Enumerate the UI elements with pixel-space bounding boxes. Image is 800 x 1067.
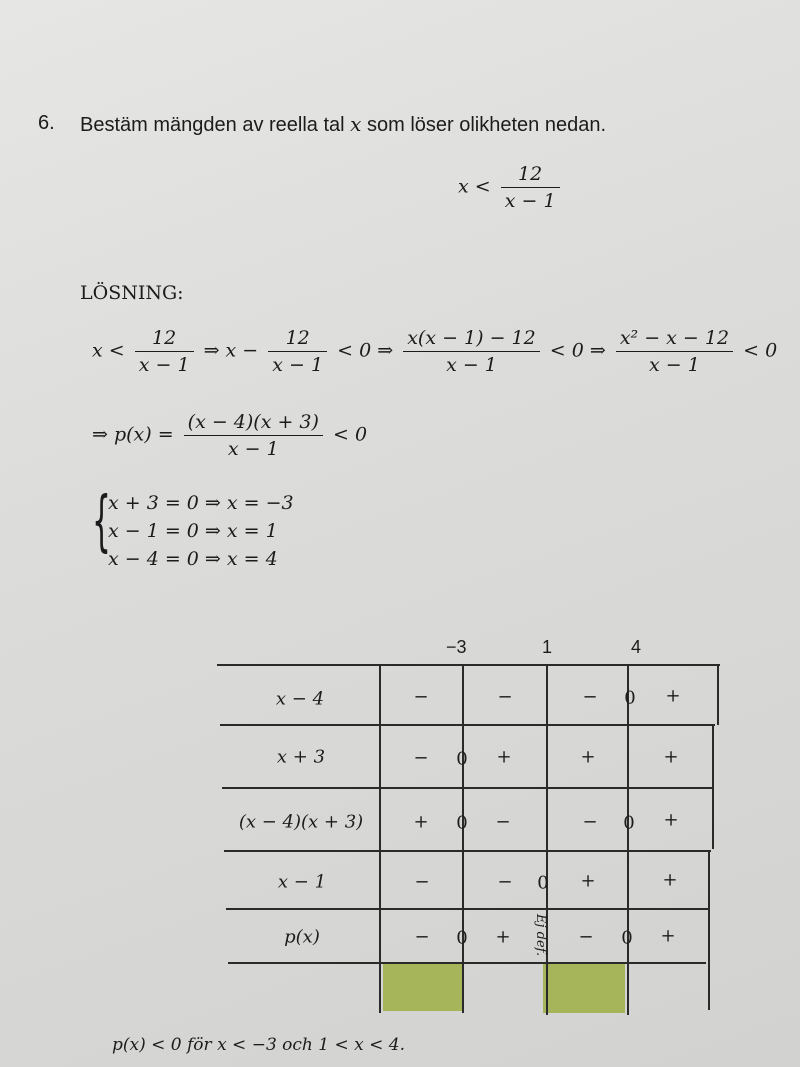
table-vline [546,665,548,1015]
step1-f1-num: 12 [135,327,194,352]
sign-cell: − [413,686,429,708]
step1-fraction-1 [135,327,194,376]
row-label-x-minus-1: x − 1 [277,871,327,893]
table-vline [717,665,719,725]
table-vline [462,665,464,1013]
problem-statement [80,112,606,137]
step2-den: x − 1 [227,438,279,460]
solution-step-1 [92,327,777,376]
row-label-p-of-x: p(x) [284,926,320,948]
tick-1: 1 [542,637,553,657]
sign-cell: + [496,746,512,768]
step1-d: < 0 ⇒ [549,339,606,362]
sign-cell: − [495,811,511,833]
row-label-x-plus-3: x + 3 [276,746,326,768]
sign-cell: + [665,685,681,707]
step1-e: < 0 [743,339,778,362]
step1-a: x < [92,339,125,362]
sign-cell: + [495,926,511,948]
table-vline [708,850,710,1010]
system-line-3: x − 4 = 0 ⇒ x = 4 [108,548,278,570]
given-inequality [458,163,564,212]
table-hline [228,962,706,964]
sign-cell: + [660,925,676,947]
sign-cell: + [663,746,679,768]
step2-a: ⇒ p(x) = [92,423,174,446]
system-line-2: x − 1 = 0 ⇒ x = 1 [108,520,278,542]
table-hline [220,724,715,726]
table-hline [224,850,711,852]
step2-b: < 0 [332,423,368,446]
given-inequality-lhs: x < [458,175,491,198]
zero-cell: 0 [621,927,633,949]
sign-cell: − [497,686,513,708]
zero-cell: 0 [624,687,636,709]
sign-cell: + [580,746,596,768]
sign-cell: − [578,926,594,948]
step1-f4-num: x² − x − 12 [616,327,733,352]
step1-f3-num: x(x − 1) − 12 [403,327,540,352]
conclusion: p(x) < 0 för x < −3 och 1 < x < 4. [112,1035,406,1055]
zero-cell: 0 [537,872,549,894]
table-hline [217,664,720,666]
row-label-x-minus-4: x − 4 [275,688,325,710]
problem-text-after: som löser olikheten nedan. [361,114,607,136]
table-vline [379,665,381,1013]
equation-system [108,489,294,573]
step1-f4-den: x − 1 [649,354,700,376]
step2-fraction [184,411,323,460]
zero-cell: 0 [456,748,468,770]
sign-cell: + [413,811,429,833]
sign-cell: − [582,811,598,833]
system-line-1: x + 3 = 0 ⇒ x = −3 [108,492,294,514]
tick-minus-3: −3 [446,637,467,657]
table-vline [712,724,714,849]
undefined-note: Ej def. [533,914,548,957]
sign-cell: − [414,871,430,893]
step1-fraction-3 [403,327,540,376]
step1-b: ⇒ x − [203,339,259,362]
system-brace: { [92,482,111,559]
problem-text-before: Bestäm mängden av reella tal [80,114,351,136]
problem-variable: x [350,112,362,136]
step1-fraction-4 [616,327,733,376]
step1-f3-den: x − 1 [446,354,497,376]
zero-cell: 0 [623,812,635,834]
table-hline [226,908,709,910]
zero-cell: 0 [456,812,468,834]
step1-f1-den: x − 1 [138,354,190,376]
sign-cell: − [497,871,513,893]
sign-cell: − [414,926,430,948]
table-vline [627,665,629,1015]
step2-num: (x − 4)(x + 3) [184,411,323,436]
given-inequality-numerator: 12 [501,163,560,188]
table-hline [222,787,712,789]
step1-c: < 0 ⇒ [337,339,394,362]
sign-cell: − [413,747,429,769]
tick-4: 4 [631,637,642,657]
sign-cell: + [580,870,596,892]
solution-region-shade-1 [383,963,463,1011]
given-inequality-fraction [501,163,560,212]
solution-step-2 [92,411,367,460]
sign-cell: − [582,686,598,708]
sign-cell: + [662,869,678,891]
problem-number: 6. [38,112,55,134]
step1-f2-den: x − 1 [272,354,324,376]
step1-f2-num: 12 [268,327,327,352]
sign-cell: + [663,809,679,831]
step1-fraction-2 [268,327,327,376]
solution-heading: LÖSNING: [80,282,184,304]
given-inequality-denominator: x − 1 [504,190,556,212]
row-label-product: (x − 4)(x + 3) [238,811,364,833]
zero-cell: 0 [456,927,468,949]
solution-region-shade-2 [543,963,625,1013]
